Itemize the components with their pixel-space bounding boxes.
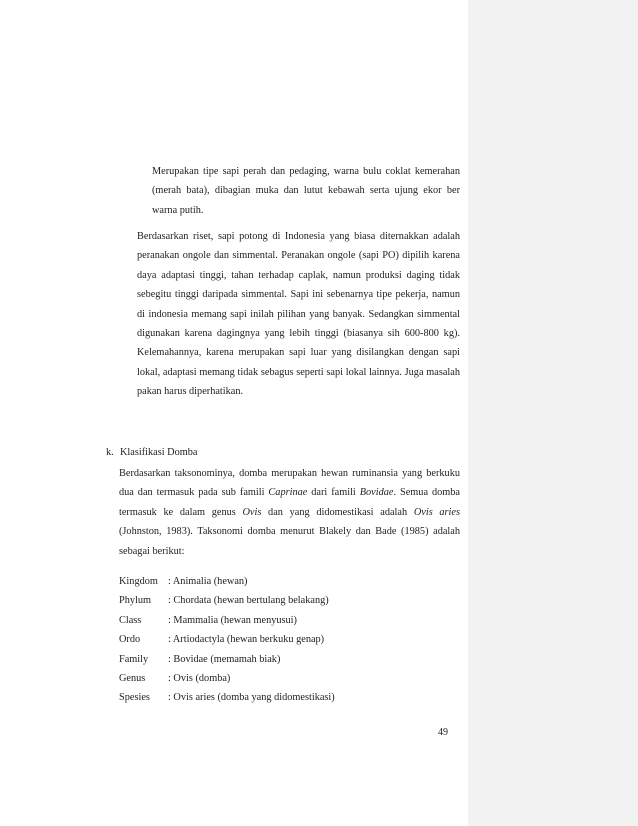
text-segment: (Johnston, 1983). Taksonomi domba menurut Blakely dan Bade (1985) adalah sebagai berikut: bbox=[119, 526, 460, 557]
taxonomy-rank: Genus bbox=[119, 672, 146, 684]
taxonomy-rank: Class bbox=[119, 614, 142, 626]
taxonomy-row-phylum bbox=[119, 591, 449, 610]
italic-term-bovidae: Bovidae bbox=[359, 487, 394, 499]
paragraph-sapi-riset: Berdasarkan riset, sapi potong di Indonesia yang biasa diternakkan adalah peranakan ongole dan simmental. Peranakan ongole (sapi PO) dipilih karena daya adaptasi tinggi, tahan terhadap caplak, namun produksi daging tidak sebegitu tinggi daripada simmental. Sapi ini sebenarnya tipe pekerja, namun di indonesia memang sapi inilah pilihan yang banyak. Sedangkan simmental digunakan karena dagingnya yang lebih tinggi (biasanya sih 600-800 kg). Kelemahannya, karena merupakan sapi luar yang disilangkan dengan sapi lokal, adaptasi memang tidak sebagus seperti sapi lokal lainnya. Juga masalah pakan harus diperhatikan. bbox=[137, 231, 460, 398]
text-segment: dan yang didomestikasi adalah bbox=[261, 506, 414, 518]
taxonomy-value: : Mammalia (hewan menyusui) bbox=[168, 614, 297, 626]
paragraph-taksonomi-domba bbox=[119, 464, 460, 561]
taxonomy-rank: Ordo bbox=[119, 634, 141, 646]
taxonomy-value: : Animalia (hewan) bbox=[168, 576, 248, 587]
taxonomy-value: : Chordata (hewan bertulang belakang) bbox=[168, 595, 329, 607]
text-segment: . Semua domba termasuk ke dalam genus bbox=[119, 487, 460, 518]
paragraph-sapi-description: Merupakan tipe sapi perah dan pedaging, warna bulu coklat kemerahan (merah bata), dibagian muka dan lutut kebawah serta ujung ekor ber warna putih. bbox=[152, 166, 460, 216]
taxonomy-value: : Artiodactyla (hewan berkuku genap) bbox=[168, 634, 325, 646]
taxonomy-row-genus bbox=[119, 669, 449, 688]
italic-term-ovis-aries: Ovis aries bbox=[413, 506, 461, 518]
taxonomy-value: : Bovidae (memamah biak) bbox=[168, 653, 281, 665]
section-title: Klasifikasi Domba bbox=[120, 447, 198, 458]
taxonomy-rank: Spesies bbox=[119, 692, 150, 704]
taxonomy-row-kingdom bbox=[119, 572, 449, 591]
taxonomy-rank: Kingdom bbox=[119, 576, 158, 587]
taxonomy-row-family bbox=[119, 650, 449, 669]
taxonomy-list bbox=[119, 572, 449, 708]
taxonomy-value: : Ovis aries (domba yang didomestikasi) bbox=[168, 692, 335, 704]
taxonomy-row-class bbox=[119, 611, 449, 630]
italic-term-caprinae: Caprinae bbox=[268, 487, 308, 499]
comment-margin-panel bbox=[468, 0, 638, 826]
page-number: 49 bbox=[438, 727, 448, 738]
italic-term-ovis: Ovis bbox=[242, 506, 262, 518]
taxonomy-row-ordo bbox=[119, 630, 449, 649]
taxonomy-row-spesies bbox=[119, 688, 449, 707]
taxonomy-value: : Ovis (domba) bbox=[168, 672, 231, 684]
taxonomy-rank: Family bbox=[119, 653, 149, 665]
text-segment: dari famili bbox=[307, 487, 360, 499]
taxonomy-rank: Phylum bbox=[119, 595, 152, 607]
text-segment: Berdasarkan taksonominya, domba merupakan hewan ruminansia yang berkuku dua dan termasuk pada sub famili bbox=[119, 468, 460, 499]
section-heading bbox=[106, 443, 198, 462]
section-marker: k. bbox=[106, 447, 114, 458]
